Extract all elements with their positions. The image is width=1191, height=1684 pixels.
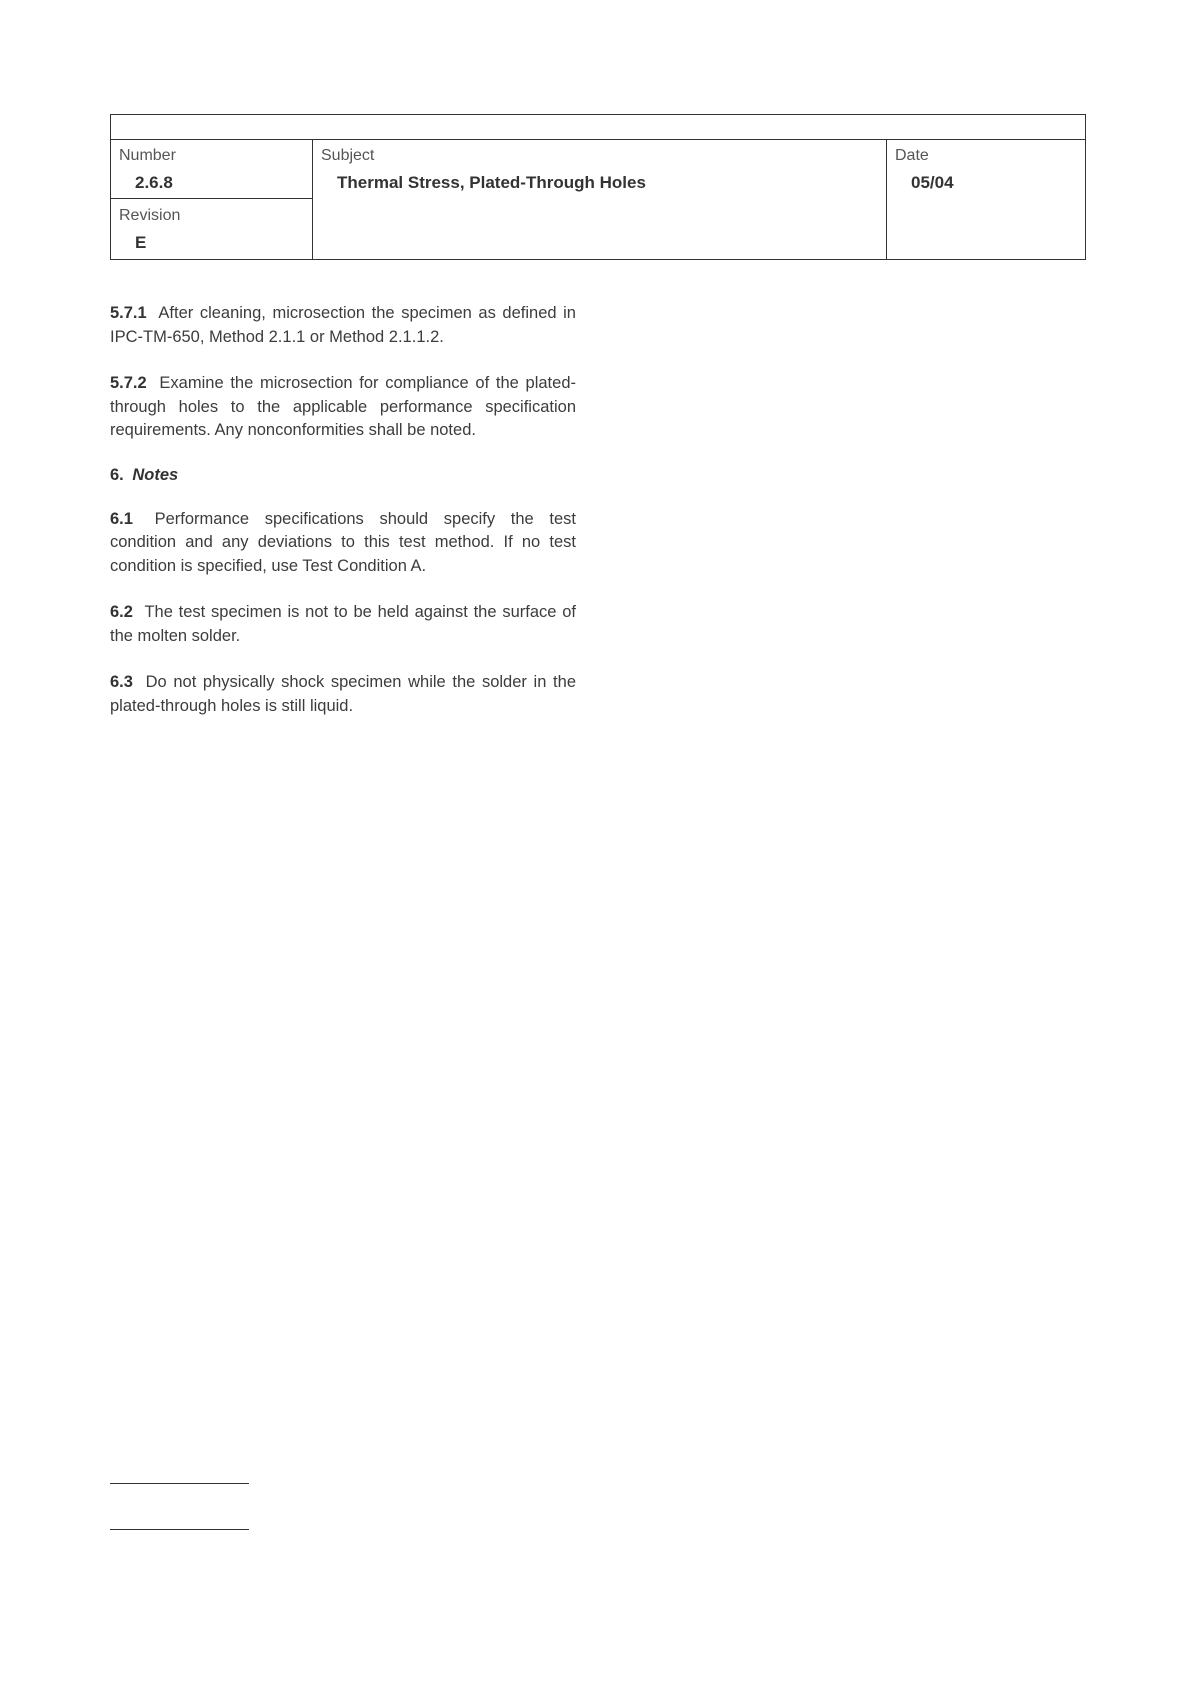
body-column (110, 302, 576, 741)
paragraph-text: The test specimen is not to be held against the surface of the molten solder. (110, 603, 576, 645)
paragraph-6-3 (110, 671, 576, 718)
section-number: 6. (110, 465, 124, 484)
revision-value: E (135, 233, 147, 252)
paragraph-number: 6.2 (110, 603, 133, 621)
paragraph-6-1 (110, 508, 576, 579)
paragraph-number: 6.1 (110, 509, 133, 528)
number-label: Number (119, 147, 176, 164)
header-top-band (111, 115, 1085, 140)
section-title: Notes (132, 465, 179, 484)
section-heading-notes (110, 466, 576, 485)
paragraph-text: Performance specifications should specify the test condition and any deviations to this test method. If no test condition is specified, use Test Condition A. (110, 509, 577, 575)
footnote-divider (110, 1483, 249, 1484)
paragraph-text: Examine the microsection for compliance of the plated-through holes to the applicable performance specification requirements. Any nonconformities shall be noted. (110, 374, 576, 439)
paragraph-5-7-1 (110, 302, 576, 349)
paragraph-number: 5.7.2 (110, 374, 147, 392)
paragraph-5-7-2 (110, 372, 576, 443)
number-value: 2.6.8 (135, 173, 173, 192)
footnote-divider (110, 1529, 249, 1530)
date-label: Date (895, 147, 929, 164)
number-cell (111, 139, 313, 199)
date-value: 05/04 (911, 173, 954, 192)
paragraph-number: 6.3 (110, 673, 133, 691)
revision-cell (111, 199, 313, 259)
revision-label: Revision (119, 207, 181, 224)
subject-label: Subject (321, 147, 375, 164)
date-cell (887, 139, 1085, 259)
document-header (110, 114, 1086, 260)
paragraph-number: 5.7.1 (110, 304, 147, 322)
paragraph-text: After cleaning, microsection the specimen as defined in IPC-TM-650, Method 2.1.1 or Method 2.1.1.2. (110, 304, 576, 346)
subject-cell (313, 139, 887, 259)
paragraph-6-2 (110, 601, 576, 648)
paragraph-text: Do not physically shock specimen while the solder in the plated-through holes is still liquid. (110, 673, 576, 715)
subject-value: Thermal Stress, Plated-Through Holes (337, 173, 646, 192)
